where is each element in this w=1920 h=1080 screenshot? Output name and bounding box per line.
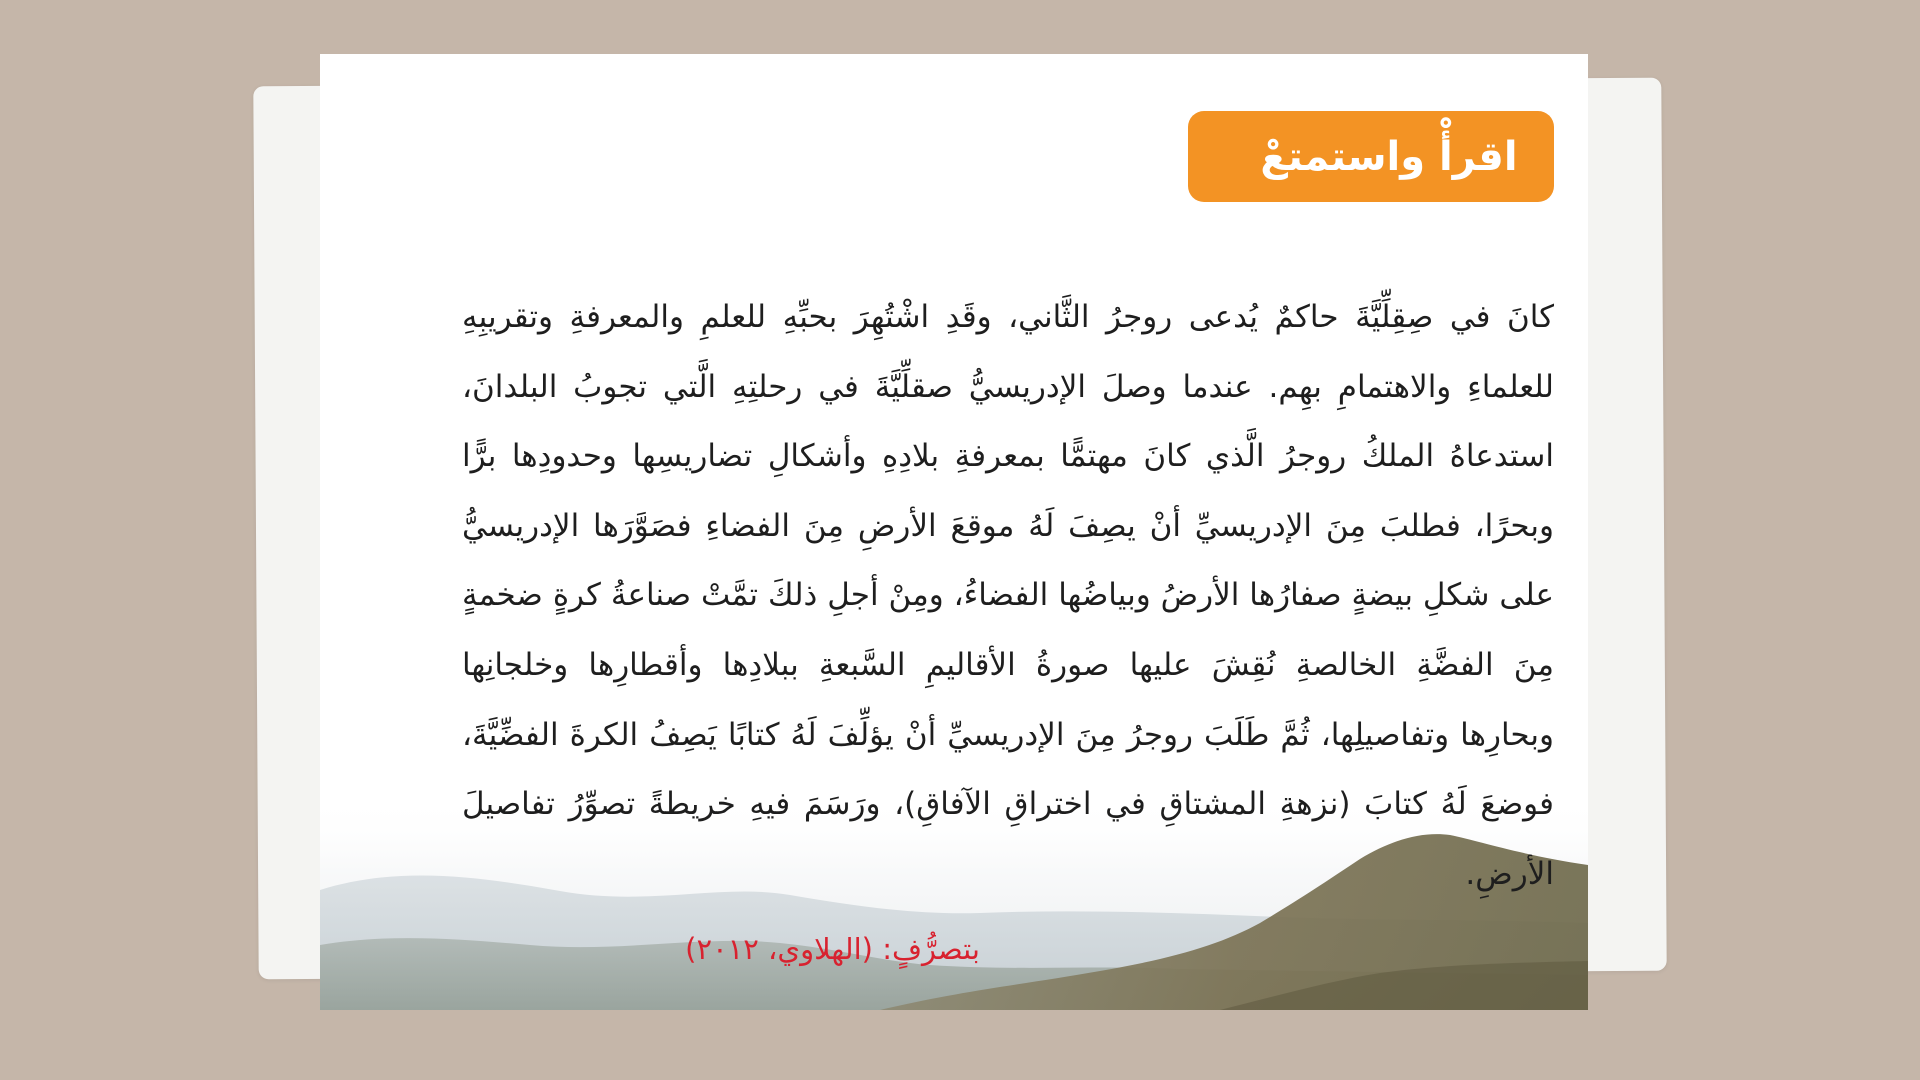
textbook-page <box>320 54 1588 1010</box>
section-title-banner <box>1188 111 1554 202</box>
section-title: اقرأْ واستمتعْ <box>1260 133 1518 180</box>
reading-passage: كانَ في صِقِلِّيَّةَ حاكمٌ يُدعى روجرُ الثَّاني، وقَدِ اشْتُهِرَ بحبِّهِ للعلمِ والمعرفةِ وتقريبِهِ للعلماءِ والاهتمامِ بهِم. عندما وصلَ الإدريسيُّ صقلِّيَّةَ في رحلتِهِ الَّتي تجوبُ البلدانَ، استدعاهُ الملكُ روجرُ الَّذي كانَ مهتمًّا بمعرفةِ بلادِهِ وأشكالِ تضاريسِها وحدودِها برًّا وبحرًا، فطلبَ مِنَ الإدريسيِّ أنْ يصِفَ لَهُ موقعَ الأرضِ مِنَ الفضاءِ فصَوَّرَها الإدريسيُّ على شكلِ بيضةٍ صفارُها الأرضُ وبياضُها الفضاءُ، ومِنْ أجلِ ذلكَ تمَّتْ صناعةُ كرةٍ ضخمةٍ مِنَ الفضَّةِ الخالصةِ نُقِشَ عليها صورةُ الأقاليمِ السَّبعةِ ببلادِها وأقطارِها وخلجانِها وبحارِها وتفاصيلِها، ثُمَّ طَلَبَ روجرُ مِنَ الإدريسيِّ أنْ يؤلِّفَ لَهُ كتابًا يَصِفُ الكرةَ الفضِّيَّةَ، فوضعَ لَهُ كتابَ (نزهةِ المشتاقِ في اختراقِ الآفاقِ)، ورَسَمَ فيهِ خريطةً تصوِّرُ تفاصيلَ الأرضِ. <box>462 299 1554 892</box>
source-citation: بتصرُّفٍ: (الهلاوي، ٢٠١٢) <box>685 932 980 966</box>
